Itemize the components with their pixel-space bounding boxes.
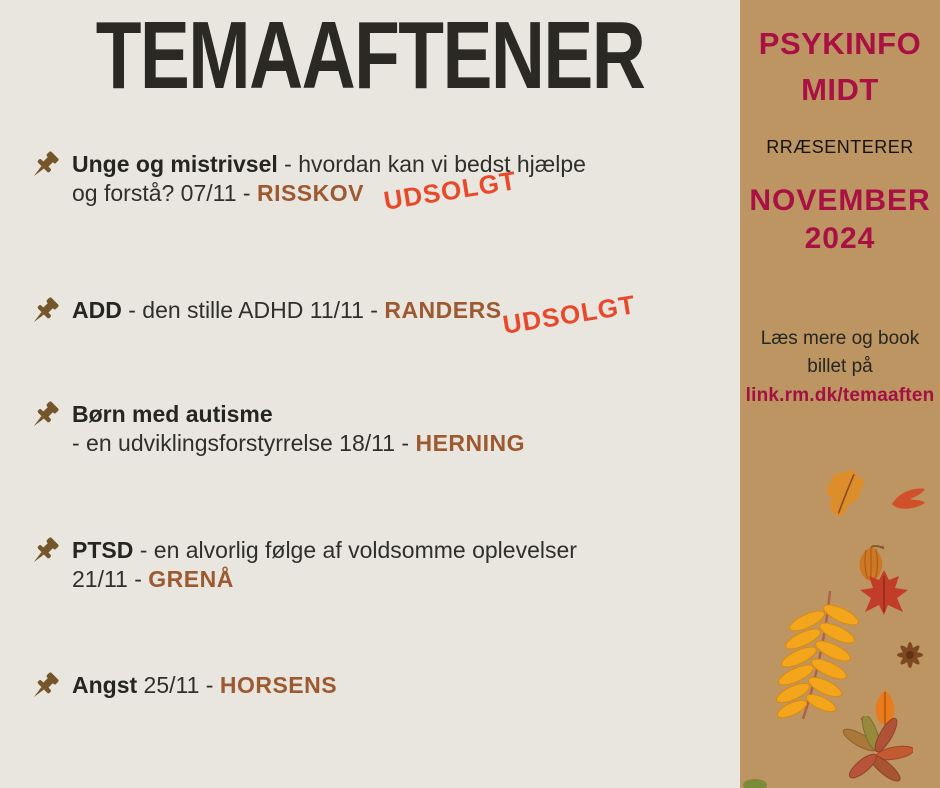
event-line xyxy=(72,400,525,429)
event-city: GRENÅ xyxy=(148,566,234,592)
event-topic: Børn med autisme xyxy=(72,401,273,427)
pushpin-icon xyxy=(26,669,62,705)
oak-leaf-icon xyxy=(818,465,878,522)
poster-title: TEMAAFTENER xyxy=(95,2,645,109)
brand-name-line1: PSYKINFO xyxy=(758,26,922,61)
event-text: - en udviklingsforstyrrelse 18/11 - xyxy=(72,430,416,456)
event-item xyxy=(26,400,525,458)
pushpin-icon xyxy=(26,534,62,570)
sold-out-stamp: UDSOLGT xyxy=(500,289,638,340)
pushpin-icon xyxy=(26,398,62,434)
red-leaf-fragment-icon xyxy=(890,485,928,520)
event-text: 21/11 - xyxy=(72,566,149,592)
event-topic: ADD xyxy=(72,297,122,323)
star-anise-icon xyxy=(892,638,928,677)
event-text: og forstå? 07/11 - xyxy=(72,180,257,206)
event-text: 25/11 - xyxy=(137,672,220,698)
event-item xyxy=(26,671,337,700)
month-line1: NOVEMBER xyxy=(749,184,931,217)
pushpin-icon xyxy=(26,294,62,330)
event-city: HERNING xyxy=(415,430,526,456)
event-line xyxy=(72,536,577,565)
event-text: - hvordan kan vi bedst hjælpe xyxy=(277,151,586,177)
event-line xyxy=(72,671,337,700)
booking-info-line2: billet på xyxy=(807,356,873,377)
booking-link: link.rm.dk/temaaften xyxy=(745,385,935,406)
event-item xyxy=(26,296,502,325)
pushpin-icon xyxy=(26,148,62,184)
brand-name-line2: MIDT xyxy=(801,72,879,107)
event-topic: Unge og mistrivsel xyxy=(72,151,278,177)
green-leaf-tip-icon xyxy=(742,776,768,788)
creeper-leaf-icon xyxy=(833,716,913,788)
event-city: RISSKOV xyxy=(256,180,364,206)
sidebar xyxy=(740,0,940,788)
event-topic: PTSD xyxy=(72,537,134,563)
event-item xyxy=(26,536,577,594)
presents-label: RRÆSENTERER xyxy=(766,137,914,157)
event-line xyxy=(72,296,502,325)
rowan-leaf-icon xyxy=(773,585,868,730)
event-text: - den stille ADHD 11/11 - xyxy=(121,297,385,323)
event-city: HORSENS xyxy=(219,672,338,698)
event-city: RANDERS xyxy=(384,297,502,323)
event-line xyxy=(72,565,577,594)
event-text: - en alvorlig følge af voldsomme oplevelser xyxy=(133,537,577,563)
event-topic: Angst xyxy=(72,672,138,698)
booking-info-line1: Læs mere og book xyxy=(760,328,920,349)
event-line xyxy=(72,429,525,458)
month-line2: 2024 xyxy=(804,222,876,255)
sold-out-stamp: UDSOLGT xyxy=(381,165,519,216)
